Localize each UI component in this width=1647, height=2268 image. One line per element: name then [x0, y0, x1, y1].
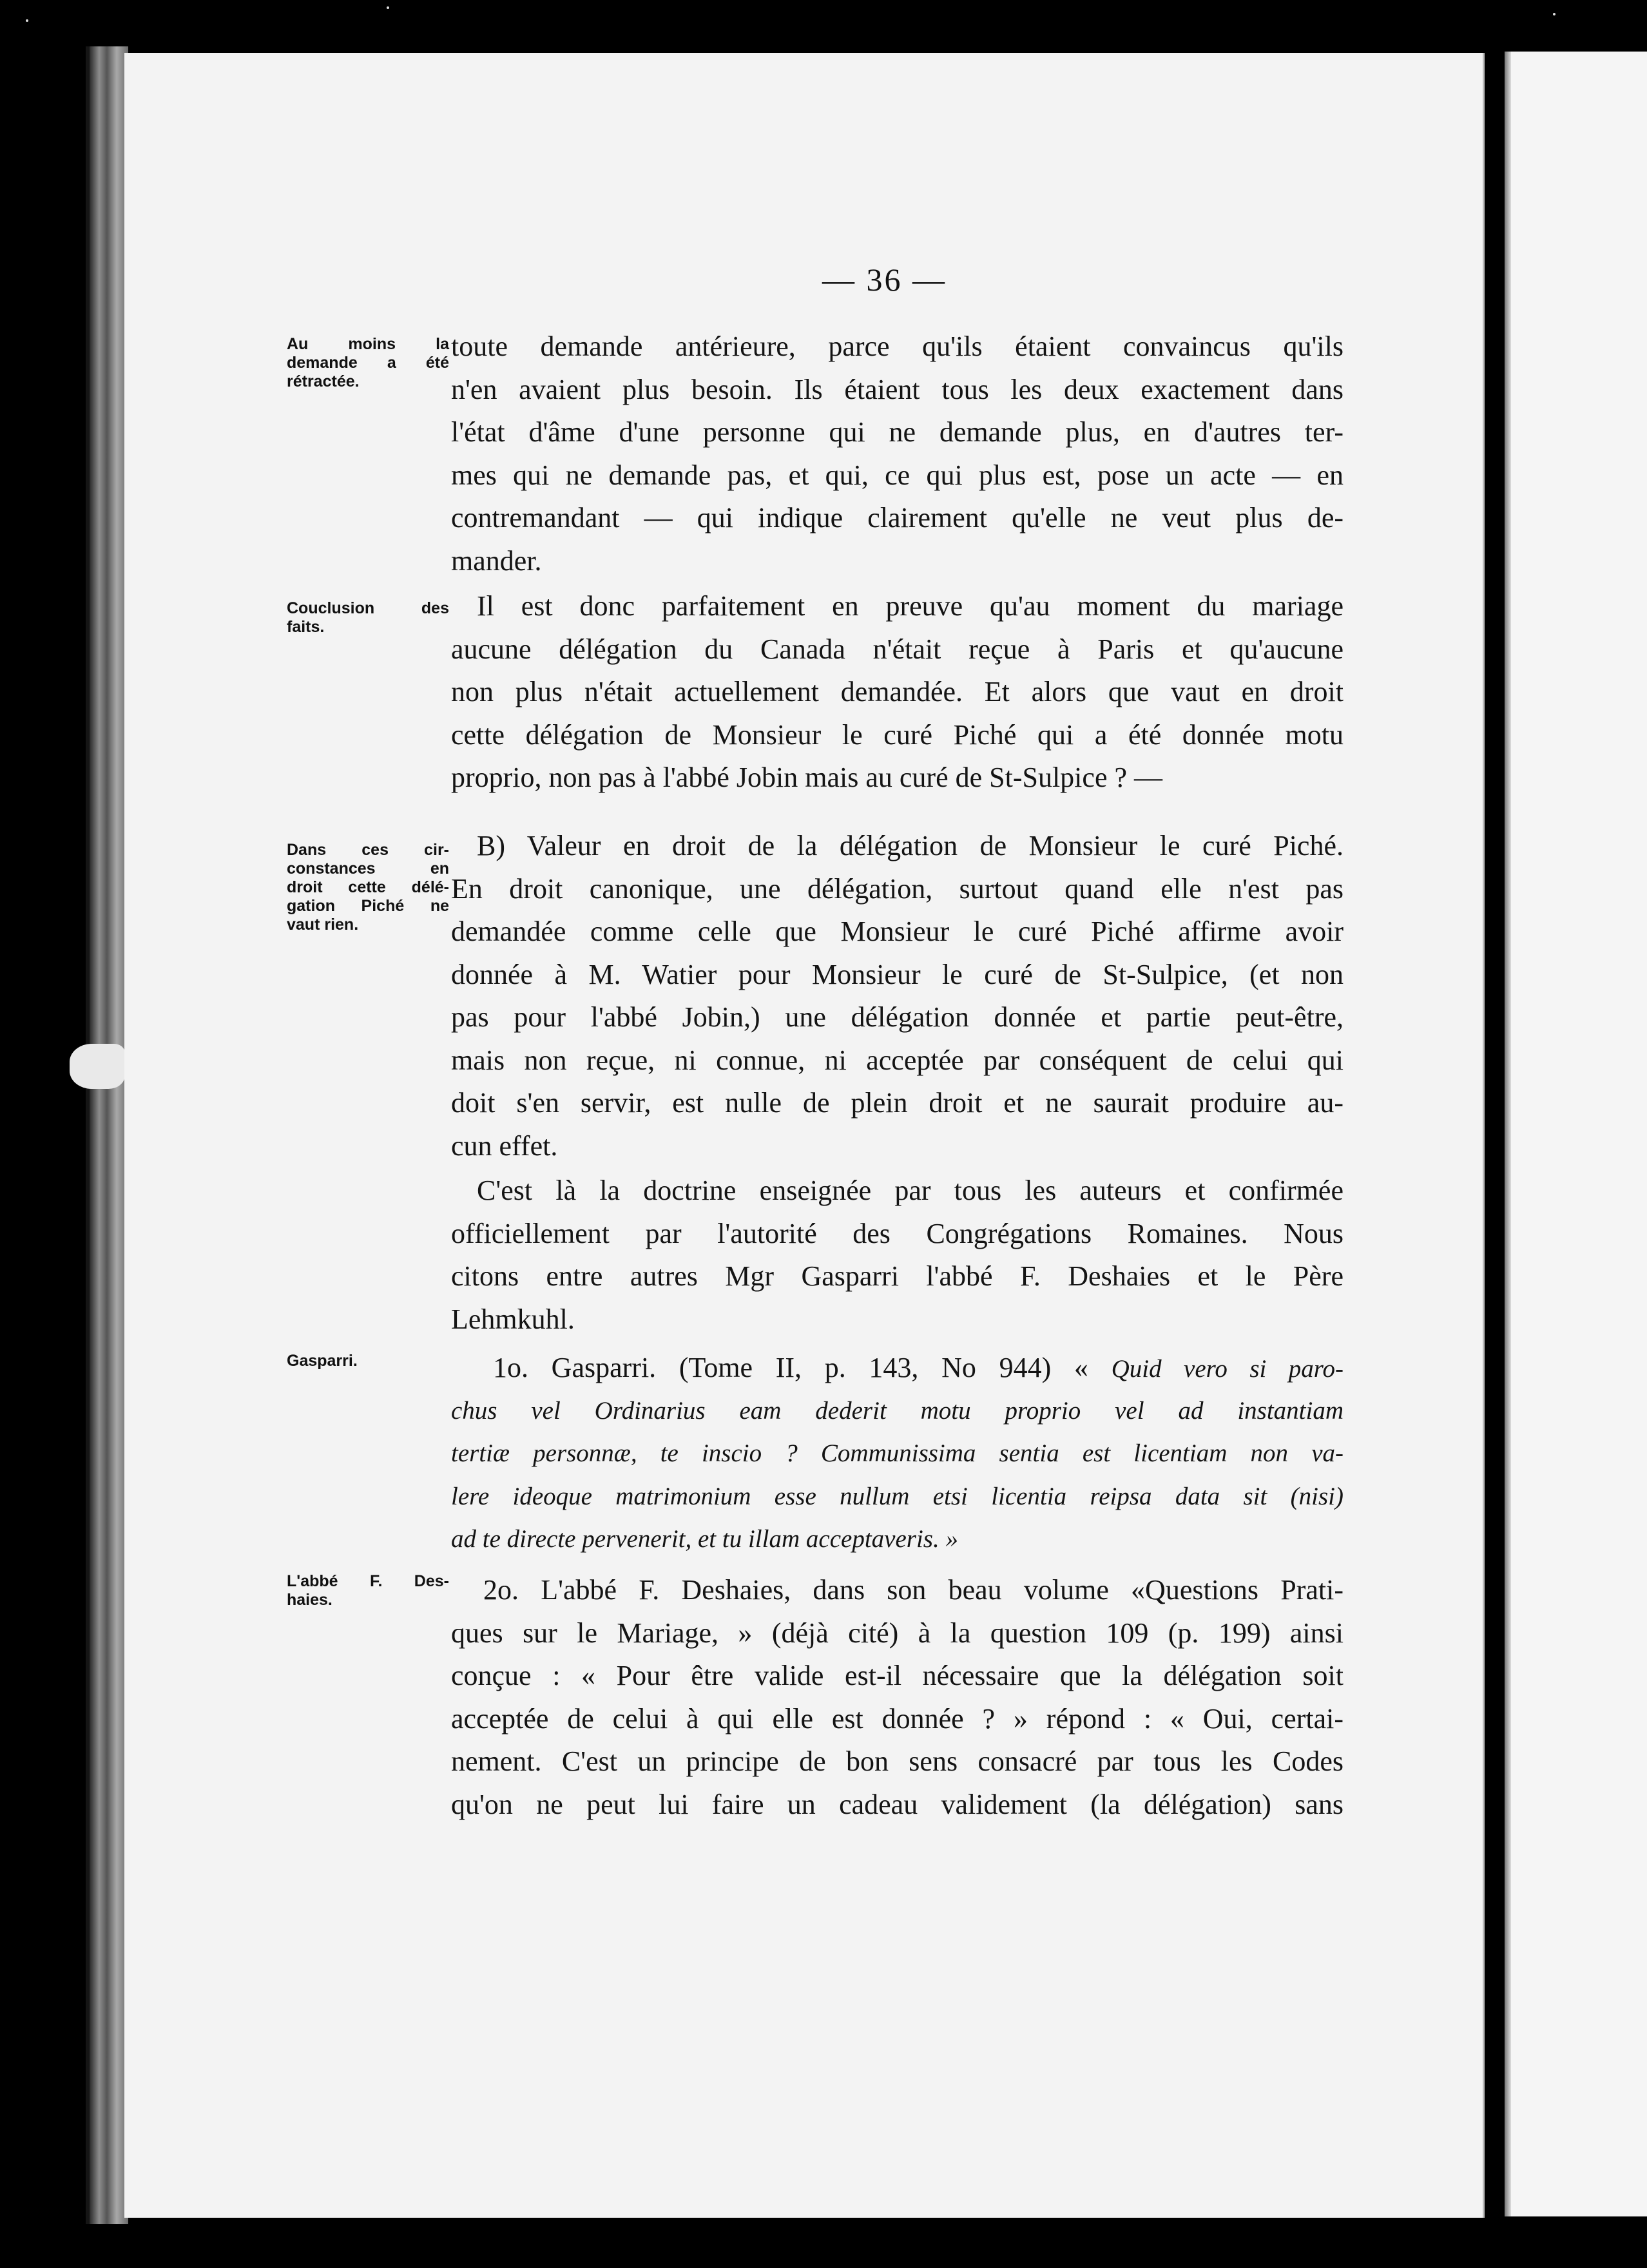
latin-quote-start: Quid vero si paro-	[1111, 1355, 1344, 1383]
text-line: cette délégation de Monsieur le curé Piché qui a été donnée motu	[451, 718, 1344, 751]
latin-quote-line: chus vel Ordinarius eam dederit motu proprio vel ad instantiam	[451, 1396, 1344, 1425]
text-line: En droit canonique, une délégation, surtout quand elle n'est pas	[451, 872, 1344, 905]
text-line: Lehmkuhl.	[451, 1303, 575, 1335]
paragraph-deshaies	[451, 1569, 1344, 1826]
text-line	[451, 1347, 1344, 1390]
text-line: C'est là la doctrine enseignée par tous les auteurs et confirmée	[477, 1175, 1344, 1206]
text-line: demandée comme celle que Monsieur le curé Piché affirme avoir	[451, 916, 1344, 947]
citation-lead: 1o. Gasparri. (Tome II, p. 143, No 944) «	[493, 1352, 1112, 1383]
scan-speck	[1553, 13, 1556, 15]
margin-note-line: haies.	[287, 1591, 332, 1609]
text-line: qu'on ne peut lui faire un cadeau validement (la délégation) sans	[451, 1788, 1344, 1820]
scan-speck	[26, 19, 28, 22]
text-line: mander.	[451, 544, 542, 577]
text-line: nement. C'est un principe de bon sens consacré par tous les Codes	[451, 1745, 1344, 1777]
margin-note-line: demande a été	[287, 354, 449, 372]
margin-note-line: Au moins la	[287, 335, 449, 353]
paragraph-gasparri-quote	[451, 1347, 1344, 1561]
text-line: mes qui ne demande pas, et qui, ce qui plus est, pose un acte — en	[451, 459, 1344, 491]
text-line: n'en avaient plus besoin. Ils étaient tous les deux exactement dans	[451, 373, 1344, 405]
text-line: aucune délégation du Canada n'était reçue à Paris et qu'aucune	[451, 633, 1344, 665]
paragraph-conclusion	[451, 585, 1344, 800]
book-spine-edge	[86, 46, 128, 2224]
facing-page-edge	[1505, 52, 1647, 2216]
text-line: donnée à M. Watier pour Monsieur le curé de St-Sulpice, (et non	[451, 958, 1344, 990]
text-line: officiellement par l'autorité des Congrégations Romaines. Nous	[451, 1217, 1344, 1249]
margin-note-line: rétractée.	[287, 372, 360, 390]
paragraph-demande	[451, 325, 1344, 582]
text-line: ques sur le Mariage, » (déjà cité) à la question 109 (p. 199) ainsi	[451, 1617, 1344, 1649]
margin-note-line: Couclusion des	[287, 599, 449, 617]
text-line: mais non reçue, ni connue, ni acceptée par conséquent de celui qui	[451, 1044, 1344, 1076]
margin-note-line: constances en	[287, 860, 449, 878]
page-number: — 36 —	[822, 262, 947, 298]
margin-note-line: faits.	[287, 618, 325, 636]
text-line: toute demande antérieure, parce qu'ils étaient convaincus qu'ils	[451, 331, 1344, 362]
paragraph-valeur-en-droit	[451, 825, 1344, 1168]
text-line: citons entre autres Mgr Gasparri l'abbé F. Deshaies et le Père	[451, 1260, 1344, 1292]
text-line: contremandant — qui indique clairement qu'elle ne veut plus de-	[451, 502, 1344, 533]
margin-note-conclusion	[287, 599, 449, 637]
margin-note-circonstances	[287, 841, 449, 934]
text-line: proprio, non pas à l'abbé Jobin mais au curé de St-Sulpice ? —	[451, 762, 1162, 793]
margin-note-deshaies	[287, 1572, 449, 1610]
scan-speck	[387, 6, 389, 9]
margin-note-line: vaut rien.	[287, 916, 359, 934]
latin-quote-line: ad te directe pervenerit, et tu illam acceptaveris. »	[451, 1525, 958, 1553]
margin-note-line: gation Piché ne	[287, 897, 449, 915]
margin-note-line: droit cette délé-	[287, 878, 449, 896]
text-line: l'état d'âme d'une personne qui ne demande plus, en d'autres ter-	[451, 416, 1344, 448]
paragraph-doctrine	[451, 1169, 1344, 1341]
text-line: 2o. L'abbé F. Deshaies, dans son beau volume «Questions Prati-	[483, 1574, 1344, 1606]
text-line: acceptée de celui à qui elle est donnée ? » répond : « Oui, certai-	[451, 1702, 1344, 1735]
text-line: non plus n'était actuellement demandée. Et alors que vaut en droit	[451, 676, 1344, 707]
margin-note-line: Gasparri.	[287, 1352, 358, 1370]
text-line: cun effet.	[451, 1129, 558, 1162]
text-line: Il est donc parfaitement en preuve qu'au moment du mariage	[477, 590, 1344, 622]
latin-quote-line: tertiæ personnæ, te inscio ? Communissima sentia est licentiam non va-	[451, 1439, 1344, 1467]
latin-quote-line: lere ideoque matrimonium esse nullum etsi licentia reipsa data sit (nisi)	[451, 1482, 1344, 1510]
margin-note-line: L'abbé F. Des-	[287, 1572, 449, 1590]
text-line: conçue : « Pour être valide est-il nécessaire que la délégation soit	[451, 1660, 1344, 1691]
text-line: B) Valeur en droit de la délégation de Monsieur le curé Piché.	[477, 830, 1344, 861]
text-line: pas pour l'abbé Jobin,) une délégation donnée et partie peut-être,	[451, 1001, 1344, 1033]
text-line: doit s'en servir, est nulle de plein droit et ne saurait produire au-	[451, 1087, 1344, 1119]
paper-tab-stub	[70, 1044, 125, 1089]
margin-note-gasparri	[287, 1352, 449, 1370]
margin-note-retractee	[287, 335, 449, 391]
margin-note-line: Dans ces cir-	[287, 841, 449, 859]
